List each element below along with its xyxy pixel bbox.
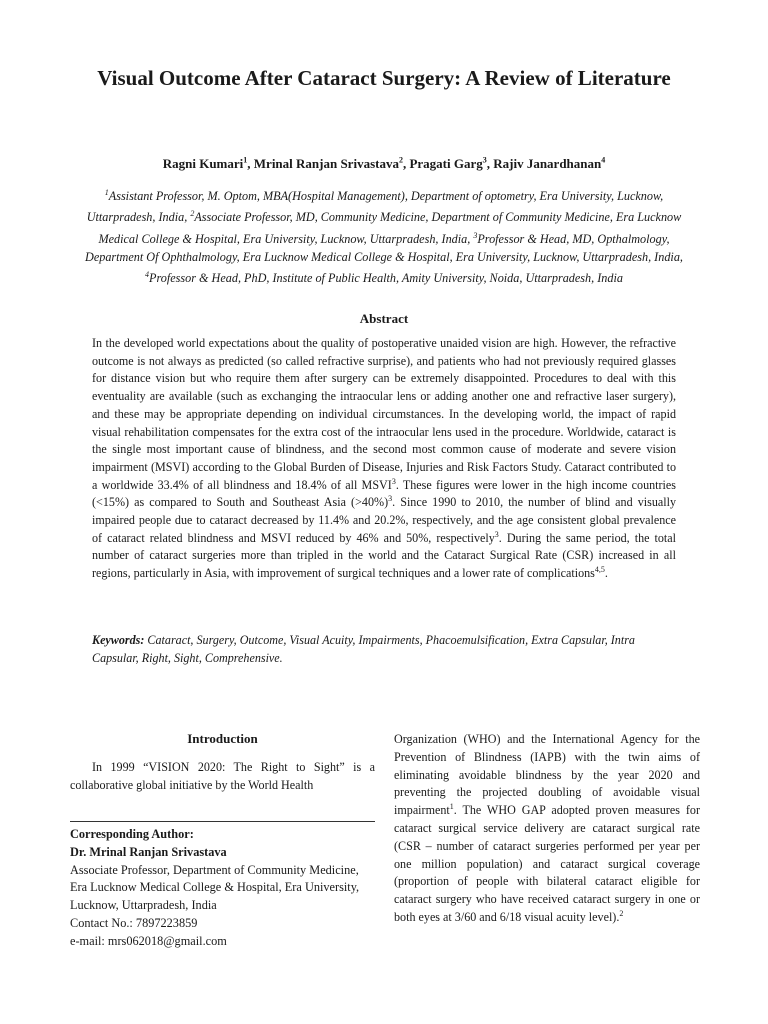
author — [163, 156, 254, 171]
corresponding-name: Dr. Mrinal Ranjan Srivastava — [70, 844, 227, 859]
abstract-body — [92, 335, 676, 583]
paper-title: Visual Outcome After Cataract Surgery: A Review of Literature — [97, 66, 671, 90]
affiliation-sup: 1 — [104, 188, 109, 197]
affiliation-sup: 3 — [473, 230, 478, 240]
introduction-heading: Introduction — [187, 731, 258, 746]
corresponding-address: Associate Professor, Department of Community Medicine, Era Lucknow Medical College & Hospital, Era University, Lucknow, Uttarpradesh, India — [70, 862, 360, 913]
footnote-divider — [70, 821, 375, 822]
author-name: Ragni Kumari — [162, 156, 244, 172]
citation-sup: 4,5 — [594, 565, 605, 575]
author-sup: 2 — [398, 156, 403, 165]
affiliation-text: Professor & Head, PhD, Institute of Public Health, Amity University, Noida, Uttarpradesh, India — [149, 271, 623, 286]
abstract-text: . Since 1990 to 2010, the number of blind and visually impaired people due to cataract decreased by 11.4% and 20.2%, respectively, and the age consistent global prevalence of cataract related blindness and MSVI reduced by 46% and 50%, respectively — [92, 495, 677, 545]
author — [254, 156, 410, 171]
author-list — [60, 152, 708, 173]
affiliation-sup: 2 — [190, 209, 195, 219]
author-separator: , — [247, 156, 254, 172]
author — [493, 156, 605, 171]
body-text: Organization (WHO) and the International Agency for the Prevention of Blindness (IAPB) with the twin aims of eliminating avoidable blindness by the year 2020 and preventing the projected doubling of avoidable visual impairment — [394, 732, 700, 818]
corresponding-author — [70, 826, 375, 951]
author-sup: 3 — [482, 156, 487, 165]
introduction-text: In 1999 “VISION 2020: The Right to Sight” is a collaborative global initiative by the World Health — [70, 760, 375, 792]
author-sup: 4 — [601, 156, 606, 165]
corresponding-label: Corresponding Author: — [70, 827, 194, 841]
author — [409, 156, 493, 171]
author-separator: , — [402, 156, 410, 172]
author-name: Mrinal Ranjan Srivastava — [253, 156, 399, 172]
author-name: Rajiv Janardhanan — [493, 156, 602, 172]
author-name: Pragati Garg — [409, 156, 483, 172]
corresponding-phone: Contact No.: 7897223859 — [70, 915, 198, 930]
abstract-heading: Abstract — [359, 311, 409, 326]
citation-sup: 1 — [449, 802, 454, 812]
keywords-text: Cataract, Surgery, Outcome, Visual Acuity, Impairments, Phacoemulsification, Extra Capsular, Intra Capsular, Right, Sight, Comprehensive. — [92, 633, 635, 665]
author-separator: , — [486, 156, 494, 172]
affiliation-sup: 4 — [145, 270, 150, 279]
abstract-text: . — [604, 566, 608, 581]
corresponding-email: e-mail: mrs062018@gmail.com — [70, 933, 227, 948]
citation-sup: 3 — [388, 494, 393, 504]
affiliations — [72, 184, 696, 287]
keywords — [92, 631, 676, 667]
introduction-section — [70, 730, 375, 794]
abstract-text: . During the same period, the total number of cataract surgeries more than tripled in the world and the Cataract Surgical Rate (CSR) increased in all regions, particularly in Asia, with improvement of surgical techniques and a lower rate of complications — [92, 530, 676, 581]
abstract-text: . These figures were lower in the high income countries (<15%) as compared to South and Southeast Asia (>40%) — [92, 477, 676, 510]
abstract-text: In the developed world expectations about the quality of postoperative unaided vision are high. However, the refractive outcome is not always as predicted (so called refractive surprise), and patients who had not previously required glasses for distance vision but who require them after surgery can be extremely disappointed. Procedures to deal with this eventuality are available (such as exchanging the intraocular lens or adding another one and refractive laser surgery), and these may be appropriate depending on individual circumstances. In the developing world, the impact of rapid visual rehabilitation compensates for the extra cost of the intraocular lens used in the procedure. Worldwide, cataract is the single most important cause of blindness, and the second most common cause of moderate and severe vision impairment (MSVI) according to the Global Burden of Disease, Injuries and Risk Factors Study. Cataract contributed to a worldwide 33.4% of all blindness and 18.4% of all MSVI — [92, 336, 676, 492]
citation-sup: 3 — [494, 529, 499, 539]
citation-sup: 2 — [619, 908, 624, 918]
body-text: . The WHO GAP adopted proven measures for cataract surgical service delivery are cataract surgical rate (CSR – number of cataract surgeries performed per year per one million population) and cataract surgical coverage (proportion of people with bilateral cataract eligible for cataract surgery who have received cataract surgery in one or both eyes at 3/60 and 6/18 visual acuity level). — [394, 803, 700, 924]
affiliation-text: Professor & Head, MD, Opthalmology, Department Of Ophthalmology, Era Lucknow Medical College & Hospital, Era University, Lucknow, Uttarpradesh, India, — [85, 231, 683, 264]
author-sup: 1 — [243, 156, 248, 165]
citation-sup: 3 — [391, 476, 396, 486]
affiliation-text: Associate Professor, MD, Community Medicine, Department of Community Medicine, Era Lucknow Medical College & Hospital, Era University, Lucknow, Uttarpradesh, India, — [98, 210, 682, 246]
keywords-label: Keywords: — [92, 633, 145, 647]
right-column-text — [394, 731, 700, 927]
affiliation-text: Assistant Professor, M. Optom, MBA(Hospital Management), Department of optometry, Era University, Lucknow, Uttarpradesh, India, — [86, 189, 664, 225]
